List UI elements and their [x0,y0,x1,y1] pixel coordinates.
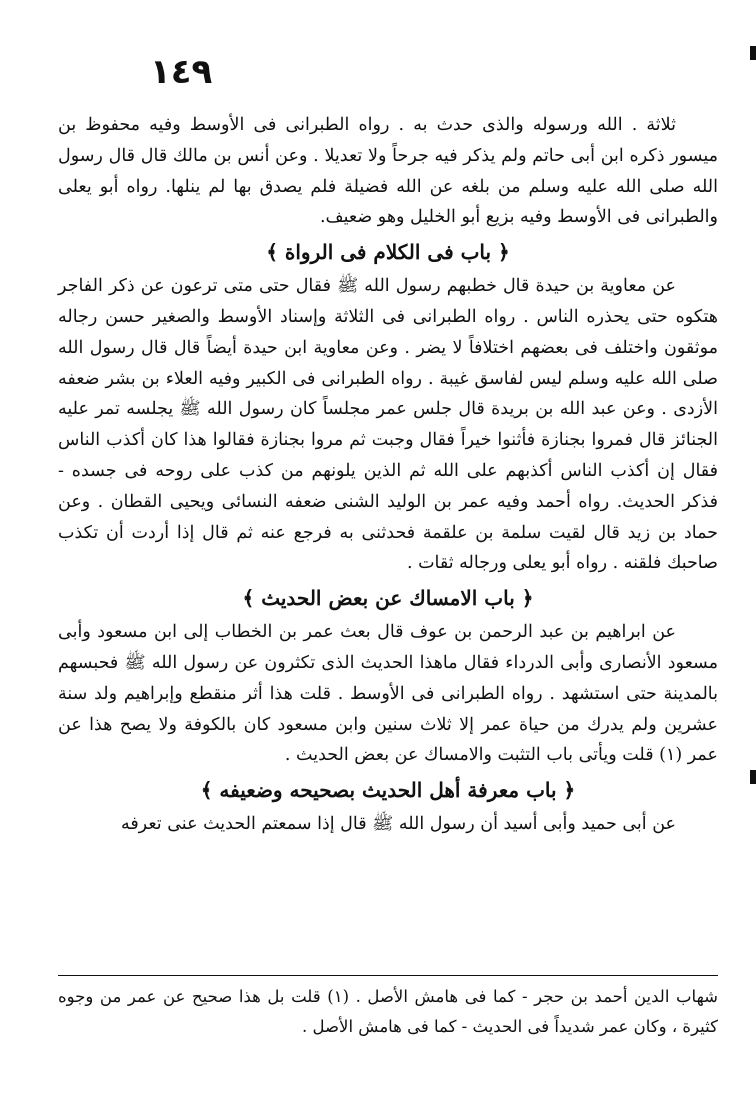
main-text [58,110,718,840]
paragraph-4: عن أبى حميد وأبى أسيد أن رسول الله ﷺ قال إذا سمعتم الحديث عنى تعرفه [120,814,676,835]
footnote-divider [58,975,718,976]
scan-edge-mark [750,770,756,784]
page-number: ١٤٩ [150,52,213,92]
paragraph-2: عن معاوية بن حيدة قال خطبهم رسول الله ﷺ فقال حتى متى ترعون عن ذكر الفاجر هتكوه حتى يحذره الناس . رواه الطبرانى فى الثلاثة وإسناد الأوسط والصغير حسن رجاله موثقون واختلف فى بعضهم اختلافاً لا يضر . وعن معاوية ابن حيدة أيضاً قال قال رسول الله صلى الله عليه وسلم ليس لفاسق غيبة . رواه الطبرانى فى الكبير وفيه العلاء بن بشر ضعفه الأزدى . وعن عبد الله بن بريدة قال جلس عمر مجلساً كان رسول الله ﷺ يجلسه تمر عليه الجنائز قال فمروا بجنازة فأثنوا خيراً فقال وجبت ثم مروا بجنازة فقالوا هذا كان أكذب الناس فقال إن أكذب الناس أكذبهم على الله ثم الذين يلونهم من كذب على روحه فى جسده - فذكر الحديث. رواه أحمد وفيه عمر بن الوليد الشنى ضعفه النسائى ويحيى القطان . وعن حماد بن زيد قال لقيت سلمة بن علقمة فحدثنى به فرجع عنه ثم قال إذا أردت أن تكذب صاحبك فلقنه . رواه أبو يعلى ورجاله ثقات . [58,276,718,574]
footnotes: شهاب الدين أحمد بن حجر - كما فى هامش الأصل . (١) قلت بل هذا صحيح عن عمر من وجوه كثيرة ، وكان عمر شديداً فى الحديث - كما فى هامش الأصل . [58,987,719,1036]
scan-edge-mark [750,46,756,60]
chapter-heading-narrators: ﴿ باب فى الكلام فى الرواة ﴾ [266,240,510,265]
paragraph-3: عن ابراهيم بن عبد الرحمن بن عوف قال بعث عمر بن الخطاب إلى ابن مسعود وأبى مسعود الأنصارى وأبى الدرداء فقال ماهذا الحديث الذى تكثرون عن رسول الله ﷺ فحبسهم بالمدينة حتى استشهد . رواه الطبرانى فى الأوسط . قلت هذا أثر منقطع وإبراهيم ولد سنة عشرين ولم يدرك من حياة عمر إلا ثلاث سنين وابن مسعود كان بالكوفة ولا يصح هذا عن عمر (١) قلت ويأتى باب التثبت والامساك عن بعض الحديث . [58,622,718,766]
chapter-heading-withholding: ﴿ باب الامساك عن بعض الحديث ﴾ [242,586,534,611]
paragraph-1: ثلاثة . الله ورسوله والذى حدث به . رواه الطبرانى فى الأوسط وفيه محفوظ بن ميسور ذكره ابن أبى حاتم ولم يذكر فيه جرحاً ولا تعديلا . وعن أنس بن مالك قال قال رسول الله صلى الله عليه وسلم من بلغه عن الله فضيلة فلم يصدق بها لم ينلها. رواه أبو يعلى والطبرانى فى الأوسط وفيه بزيع أبو الخليل وهو ضعيف. [58,115,718,228]
chapter-heading-knowledge: ﴿ باب معرفة أهل الحديث بصحيحه وضعيفه ﴾ [200,778,576,803]
